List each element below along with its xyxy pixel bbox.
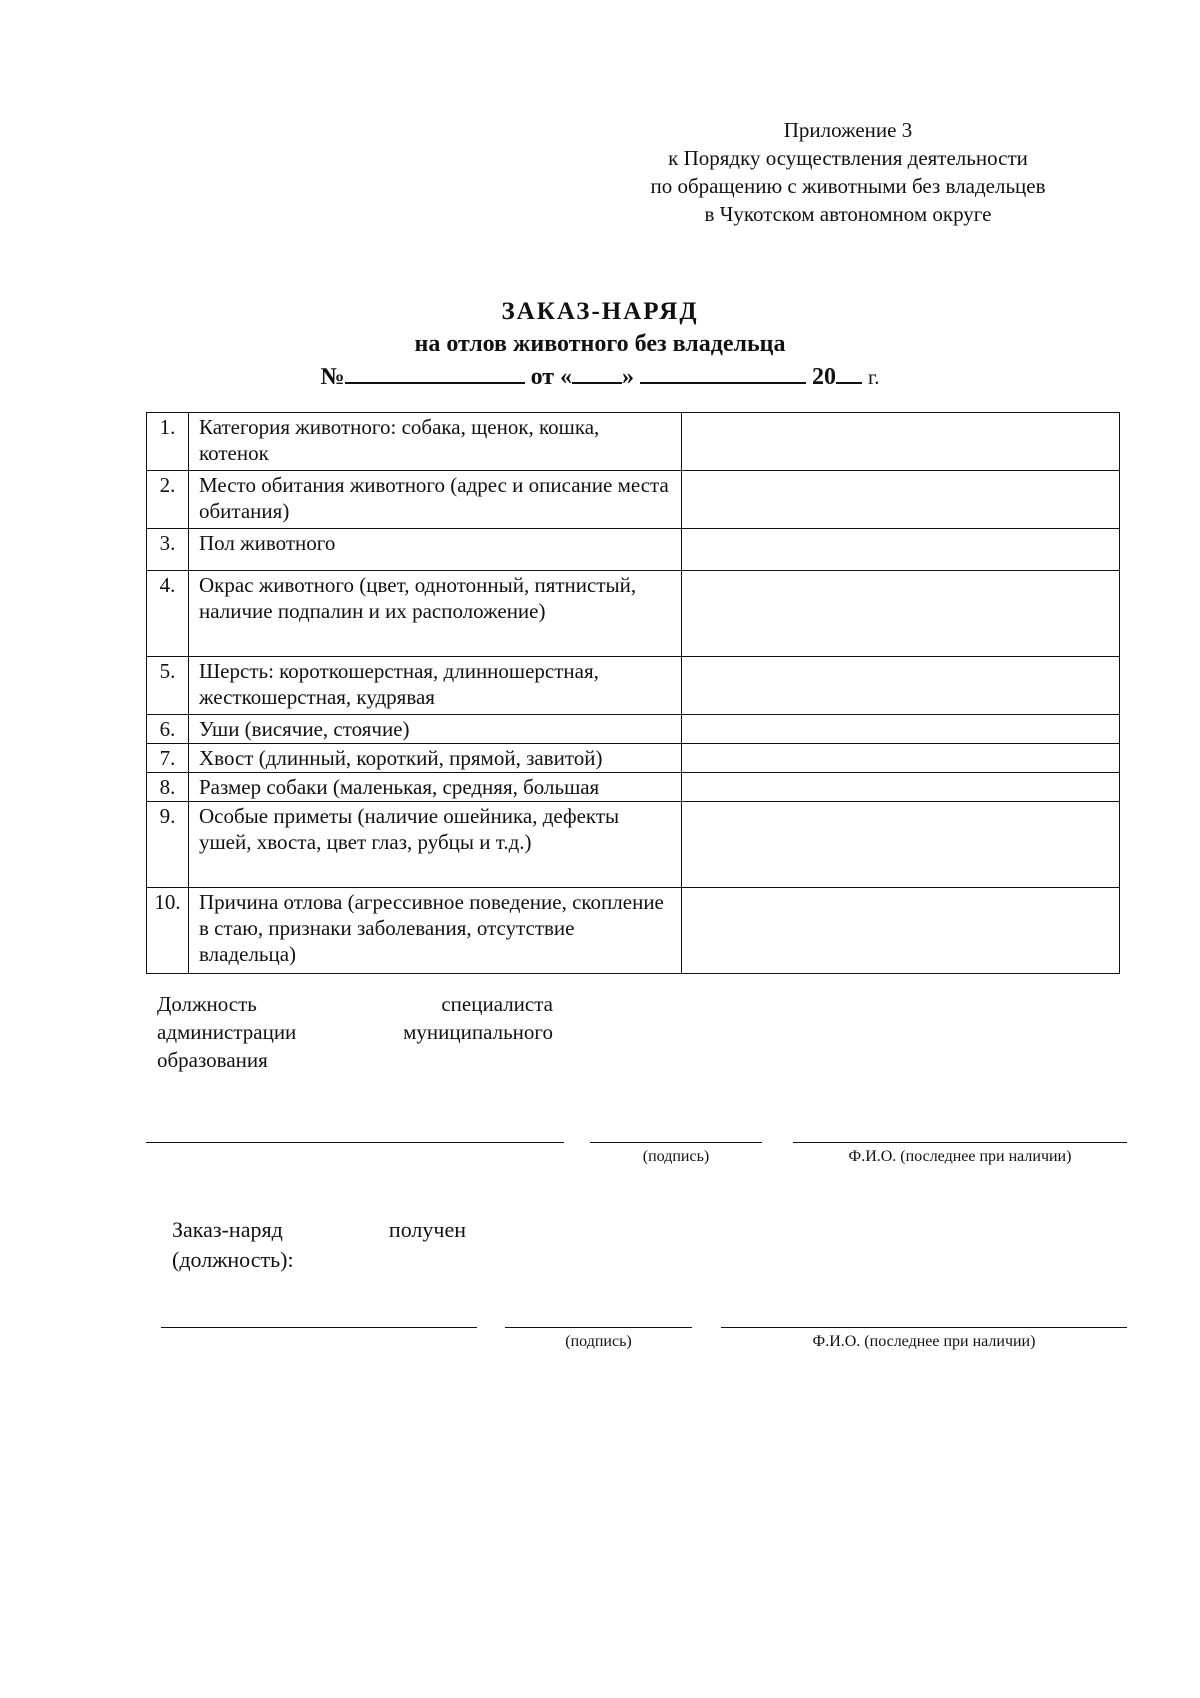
row-value-field[interactable] [682, 802, 1120, 888]
from-label: от « [530, 364, 573, 390]
appendix-line-1: Приложение 3 [783, 118, 913, 142]
number-sign: № [320, 364, 345, 390]
name-line[interactable] [793, 1142, 1127, 1143]
row-value-field[interactable] [682, 413, 1120, 471]
table-row [147, 571, 1120, 657]
row-number: 10. [147, 888, 189, 974]
row-number: 4. [147, 571, 189, 657]
animal-description-table [146, 412, 1120, 974]
row-number: 5. [147, 657, 189, 715]
table-row [147, 802, 1120, 888]
day-blank[interactable] [572, 360, 622, 384]
label-word: специалиста [441, 992, 553, 1016]
row-value-field[interactable] [682, 888, 1120, 974]
number-blank[interactable] [345, 360, 525, 384]
row-description: Место обитания животного (адрес и описание места обитания) [189, 471, 682, 529]
label-word: администрации [157, 1020, 297, 1044]
quote-close: » [622, 364, 635, 390]
appendix-line-3: по обращению с животными без владельцев [650, 174, 1046, 198]
row-value-field[interactable] [682, 657, 1120, 715]
row-description: Причина отлова (агрессивное поведение, скопление в стаю, признаки заболевания, отсутствие владельца) [189, 888, 682, 974]
signature-line[interactable] [505, 1327, 692, 1328]
signature-caption: (подпись) [642, 1148, 710, 1165]
row-description: Пол животного [189, 529, 682, 571]
title-heading: ЗАКАЗ-НАРЯД [501, 298, 699, 325]
row-number: 6. [147, 715, 189, 744]
position-line[interactable] [161, 1327, 477, 1328]
year-suffix: г. [868, 365, 880, 389]
row-value-field[interactable] [682, 744, 1120, 773]
row-description: Хвост (длинный, короткий, прямой, завитой) [189, 744, 682, 773]
position-line[interactable] [146, 1142, 564, 1143]
row-value-field[interactable] [682, 529, 1120, 571]
row-number: 1. [147, 413, 189, 471]
month-blank[interactable] [640, 360, 806, 384]
table-row [147, 715, 1120, 744]
name-line[interactable] [721, 1327, 1127, 1328]
specialist-position-label [157, 990, 553, 1074]
name-caption: Ф.И.О. (последнее при наличии) [848, 1148, 1072, 1165]
row-description: Шерсть: короткошерстная, длинношерстная, жесткошерстная, кудрявая [189, 657, 682, 715]
row-number: 8. [147, 773, 189, 802]
table-row [147, 657, 1120, 715]
row-number: 7. [147, 744, 189, 773]
label-word: Заказ-наряд [172, 1217, 283, 1242]
table-row [147, 413, 1120, 471]
table-row [147, 744, 1120, 773]
title-number-line [0, 360, 1200, 394]
row-description: Уши (висячие, стоячие) [189, 715, 682, 744]
table-row [147, 471, 1120, 529]
name-caption: Ф.И.О. (последнее при наличии) [812, 1333, 1036, 1350]
title-subheading: на отлов животного без владельца [414, 331, 786, 357]
row-value-field[interactable] [682, 715, 1120, 744]
row-number: 3. [147, 529, 189, 571]
row-description: Категория животного: собака, щенок, кошка, котенок [189, 413, 682, 471]
row-description: Особые приметы (наличие ошейника, дефекты ушей, хвоста, цвет глаз, рубцы и т.д.) [189, 802, 682, 888]
appendix-line-4: в Чукотском автономном округе [704, 202, 992, 226]
row-value-field[interactable] [682, 773, 1120, 802]
row-number: 2. [147, 471, 189, 529]
row-number: 9. [147, 802, 189, 888]
row-description: Окрас животного (цвет, однотонный, пятнистый, наличие подпалин и их расположение) [189, 571, 682, 657]
signature-line[interactable] [590, 1142, 762, 1143]
label-word: (должность): [172, 1247, 294, 1272]
label-word: Должность [157, 992, 257, 1016]
appendix-header [588, 116, 1108, 228]
document-title [0, 296, 1200, 394]
table-row [147, 529, 1120, 571]
signature-caption: (подпись) [565, 1333, 632, 1350]
order-received-label [172, 1215, 466, 1275]
year-blank[interactable] [836, 360, 862, 384]
label-word: получен [388, 1217, 466, 1242]
row-value-field[interactable] [682, 471, 1120, 529]
row-value-field[interactable] [682, 571, 1120, 657]
row-description: Размер собаки (маленькая, средняя, большая [189, 773, 682, 802]
year-prefix: 20 [812, 364, 837, 390]
label-word: образования [157, 1048, 268, 1072]
label-word: муниципального [403, 1020, 553, 1044]
table-row [147, 888, 1120, 974]
table-row [147, 773, 1120, 802]
appendix-line-2: к Порядку осуществления деятельности [668, 146, 1028, 170]
